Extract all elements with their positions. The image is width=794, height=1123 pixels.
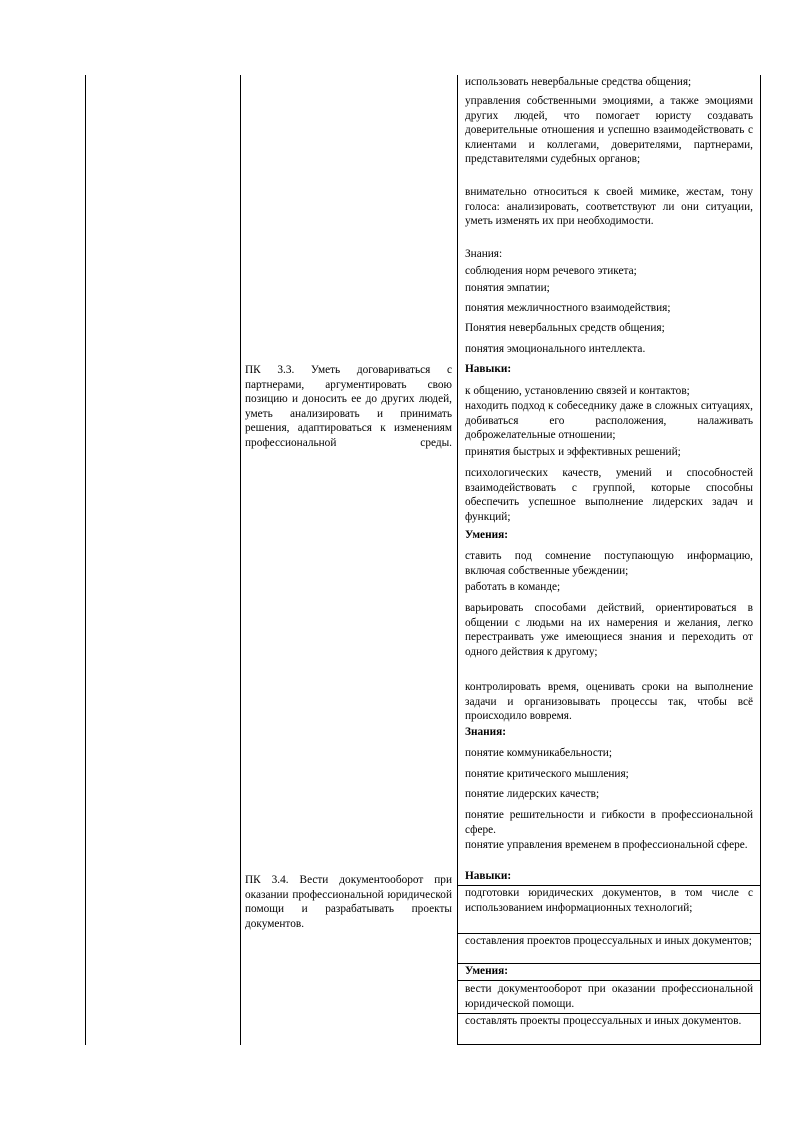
table-border-bottom — [457, 1044, 760, 1045]
ability-item: составлять проекты процессуальных и иных документов. — [465, 1015, 742, 1027]
skill-item: подготовки юридических документов, в том числе с использованием информационных технологий; — [465, 887, 753, 914]
section-heading-abilities: Умения: — [465, 965, 508, 977]
ability-item: контролировать время, оценивать сроки на выполнение задачи и организовывать процессы так, чтобы всё происходило вовремя. — [465, 681, 753, 722]
knowledge-item: понятия эмоционального интеллекта. — [465, 343, 646, 355]
competence-pk-3-4: ПК 3.4. Вести документооборот при оказании профессиональной юридической помощи и разрабатывать проекты документов. — [245, 874, 452, 930]
skill-item: принятия быстрых и эффективных решений; — [465, 446, 681, 458]
section-heading-skills: Навыки: — [465, 363, 512, 375]
ability-item: варьировать способами действий, ориентироваться в общении с людьми на их намерения и желания, легко перестраивать уже имеющиеся знания и переходить от одного действия к другому; — [465, 602, 753, 658]
competence-pk-3-3: ПК 3.3. Уметь договариваться с партнерами, аргументировать свою позицию и доносить ее до других людей, уметь анализировать и принимать решения, адаптироваться к изменениям профессиональной среды. — [245, 364, 452, 449]
knowledge-item: понятия эмпатии; — [465, 282, 550, 294]
knowledge-item: понятие решительности и гибкости в профессиональной сфере. — [465, 809, 753, 836]
knowledge-item: понятие коммуникабельности; — [465, 747, 612, 759]
section-heading-skills: Навыки: — [465, 870, 512, 882]
skill-item: использовать невербальные средства общения; — [465, 76, 692, 88]
ability-item: работать в команде; — [465, 581, 561, 593]
skill-item: внимательно относиться к своей мимике, жестам, тону голоса: анализировать, соответствуют ли они ситуации, уметь изменять их при необходимости. — [465, 186, 753, 227]
knowledge-item: понятие управления временем в профессиональной сфере. — [465, 839, 748, 851]
column-divider-2 — [457, 75, 458, 1045]
knowledge-item: понятия межличностного взаимодействия; — [465, 302, 671, 314]
skill-item: управления собственными эмоциями, а также эмоциями других людей, что помогает юристу создавать доверительные отношения и успешно взаимодействовать с клиентами и коллегами, доверителями, партнерами, представителями судебных органов; — [465, 95, 753, 165]
table-border-left — [85, 75, 86, 1045]
column-divider-1 — [240, 75, 241, 1045]
skill-item: психологических качеств, умений и способностей взаимодействовать с группой, которые способны обеспечить успешное выполнение лидерских задач и функций; — [465, 467, 753, 523]
knowledge-item: соблюдения норм речевого этикета; — [465, 265, 637, 277]
skill-item: к общению, установлению связей и контактов; — [465, 385, 690, 397]
knowledge-item: Понятия невербальных средств общения; — [465, 322, 665, 334]
section-heading-knowledge: Знания: — [465, 248, 503, 260]
knowledge-item: понятие лидерских качеств; — [465, 788, 600, 800]
knowledge-item: понятие критического мышления; — [465, 768, 629, 780]
skill-item: находить подход к собеседнику даже в сложных ситуациях, добиваться его расположения, налаживать доброжелательные отношении; — [465, 400, 753, 441]
ability-item: ставить под сомнение поступающую информацию, включая собственные убеждении; — [465, 550, 753, 577]
section-heading-knowledge: Знания: — [465, 726, 507, 738]
section-heading-abilities: Умения: — [465, 529, 508, 541]
table-border-right — [760, 75, 761, 1045]
ability-item: вести документооборот при оказании профессиональной юридической помощи. — [465, 983, 753, 1010]
skill-item: составления проектов процессуальных и иных документов; — [465, 935, 752, 947]
cell-border — [457, 980, 760, 981]
